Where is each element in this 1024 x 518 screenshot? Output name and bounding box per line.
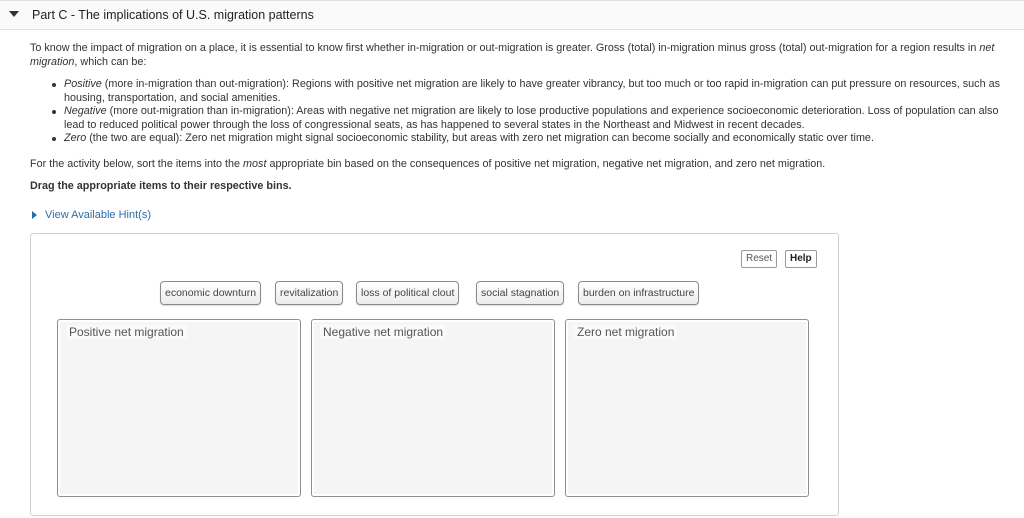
drag-instructions: Drag the appropriate items to their respective bins. bbox=[30, 180, 292, 192]
sort-emphasis: most bbox=[243, 157, 267, 170]
draggable-item-social-stagnation[interactable]: social stagnation bbox=[476, 281, 564, 305]
bin-label: Zero net migration bbox=[574, 325, 677, 339]
bullet-term: Negative bbox=[64, 105, 107, 117]
draggable-item-burden-on-infrastructure[interactable]: burden on infrastructure bbox=[578, 281, 699, 305]
help-button[interactable]: Help bbox=[785, 250, 817, 268]
draggable-item-loss-of-political-clout[interactable]: loss of political clout bbox=[356, 281, 459, 305]
bullet-term: Zero bbox=[64, 132, 87, 144]
bin-positive-net-migration[interactable] bbox=[57, 319, 301, 497]
sort-text-start: For the activity below, sort the items into the bbox=[30, 157, 244, 170]
reset-button[interactable]: Reset bbox=[741, 250, 777, 268]
hint-label: View Available Hint(s) bbox=[45, 209, 151, 221]
bullet-text: (more out-migration than in-migration): Areas with negative net migration are likely to lose productive populations and experience socioeconomic deterioration. Loss of population can also lead to reduced political power through the loss of congressional seats, as has happened to several states in the Northeast and Midwest in recent decades. bbox=[64, 105, 999, 131]
draggable-item-economic-downturn[interactable]: economic downturn bbox=[160, 281, 261, 305]
view-hints-link[interactable] bbox=[32, 209, 151, 221]
net-migration-list bbox=[30, 78, 1010, 146]
list-item-negative bbox=[30, 105, 1010, 132]
intro-text-start: To know the impact of migration on a place, it is essential to know first whether in-migration or out-migration is greater. Gross (total) in-migration minus gross (total) out-migration for a region results in bbox=[30, 42, 980, 54]
intro-paragraph bbox=[30, 42, 1010, 69]
sort-instructions bbox=[30, 158, 1010, 172]
draggable-item-revitalization[interactable]: revitalization bbox=[275, 281, 343, 305]
bin-zero-net-migration[interactable] bbox=[565, 319, 809, 497]
part-header[interactable] bbox=[0, 0, 1024, 30]
bin-label: Positive net migration bbox=[66, 325, 187, 339]
intro-text-end: , which can be: bbox=[74, 55, 147, 68]
bullet-term: Positive bbox=[64, 78, 102, 90]
bullet-text: (more in-migration than out-migration): Regions with positive net migration are likely to have greater vibrancy, but too much or too rapid in-migration can put pressure on resources, such as housing, transportation, and social amenities. bbox=[64, 78, 1000, 104]
expand-triangle-icon bbox=[32, 211, 37, 219]
question-body bbox=[30, 42, 1010, 194]
list-item-zero bbox=[30, 132, 1010, 146]
collapse-triangle-icon[interactable] bbox=[9, 11, 19, 17]
intro-term: net migration bbox=[30, 42, 995, 68]
sort-text-end: appropriate bin based on the consequences of positive net migration, negative net migration, and zero net migration. bbox=[266, 157, 826, 170]
bin-label: Negative net migration bbox=[320, 325, 446, 339]
part-title: Part C - The implications of U.S. migration patterns bbox=[32, 8, 314, 22]
drag-and-drop-panel bbox=[30, 233, 839, 516]
list-item-positive bbox=[30, 78, 1010, 105]
bullet-text: (the two are equal): Zero net migration might signal socioeconomic stability, but areas with zero net migration can become socially and economically static over time. bbox=[86, 132, 874, 144]
bin-negative-net-migration[interactable] bbox=[311, 319, 555, 497]
